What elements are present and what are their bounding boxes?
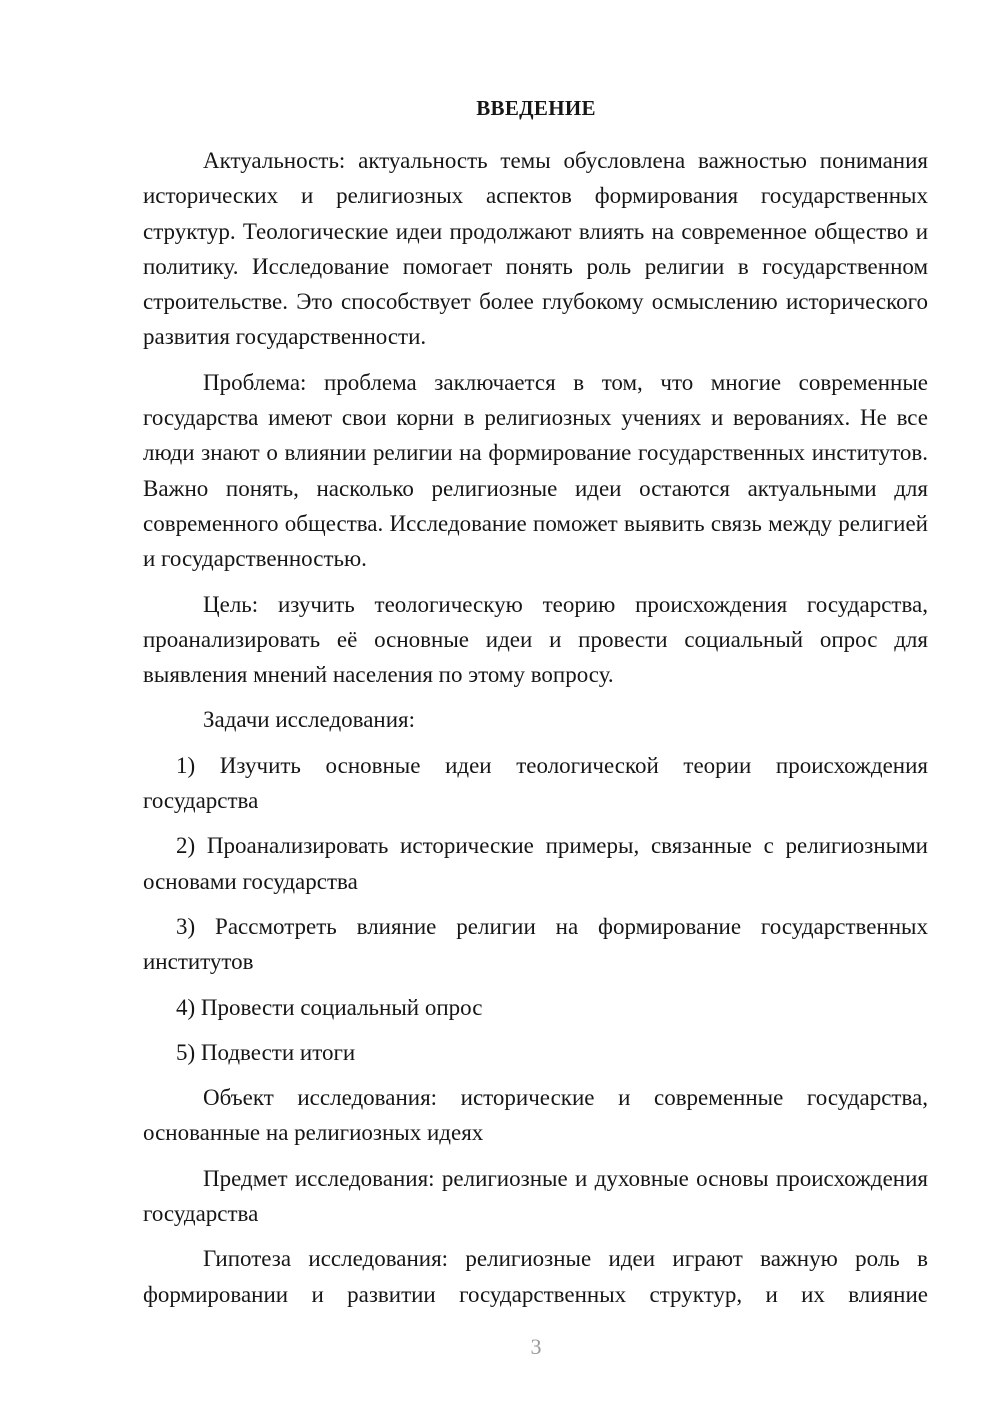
hypothesis-paragraph: Гипотеза исследования: религиозные идеи играют важную роль в формировании и развитии государственных структур, и их влияние [143,1246,928,1307]
subject-paragraph: Предмет исследования: религиозные и духовные основы происхождения государства [143,1165,928,1227]
goal-paragraph: Цель: изучить теологическую теорию происхождения государства, проанализировать её основные идеи и провести социальный опрос для выявления мнений населения по этому вопросу. [143,591,928,688]
task-item-1: 1) Изучить основные идеи теологической теории происхождения государства [143,752,928,814]
task-item-5: 5) Подвести итоги [176,1039,356,1065]
tasks-heading: Задачи исследования: [203,707,416,733]
page-title: ВВЕДЕНИЕ [476,96,596,120]
task-item-4: 4) Провести социальный опрос [176,994,483,1020]
object-paragraph: Объект исследования: исторические и современные государства, основанные на религиозных идеях [143,1085,928,1146]
document-body [143,143,928,1322]
task-item-2: 2) Проанализировать исторические примеры, связанные с религиозными основами государства [143,833,928,894]
task-item-3: 3) Рассмотреть влияние религии на формирование государственных институтов [143,913,928,975]
problem-paragraph: Проблема: проблема заключается в том, что многие современные государства имеют свои корни в религиозных учениях и верованиях. Не все люди знают о влиянии религии на формирование государственных институтов. Важно понять, насколько религиозные идеи остаются актуальными для современного общества. Исследование поможет выявить связь между религией и государственностью. [143,369,928,572]
page-number: 3 [530,1334,542,1359]
relevance-paragraph: Актуальность: актуальность темы обусловлена важностью понимания исторических и религиозных аспектов формирования государственных структур. Теологические идеи продолжают влиять на современное общество и политику. Исследование помогает понять роль религии в государственном строительстве. Это способствует более глубокому осмыслению исторического развития государственности. [143,148,928,350]
